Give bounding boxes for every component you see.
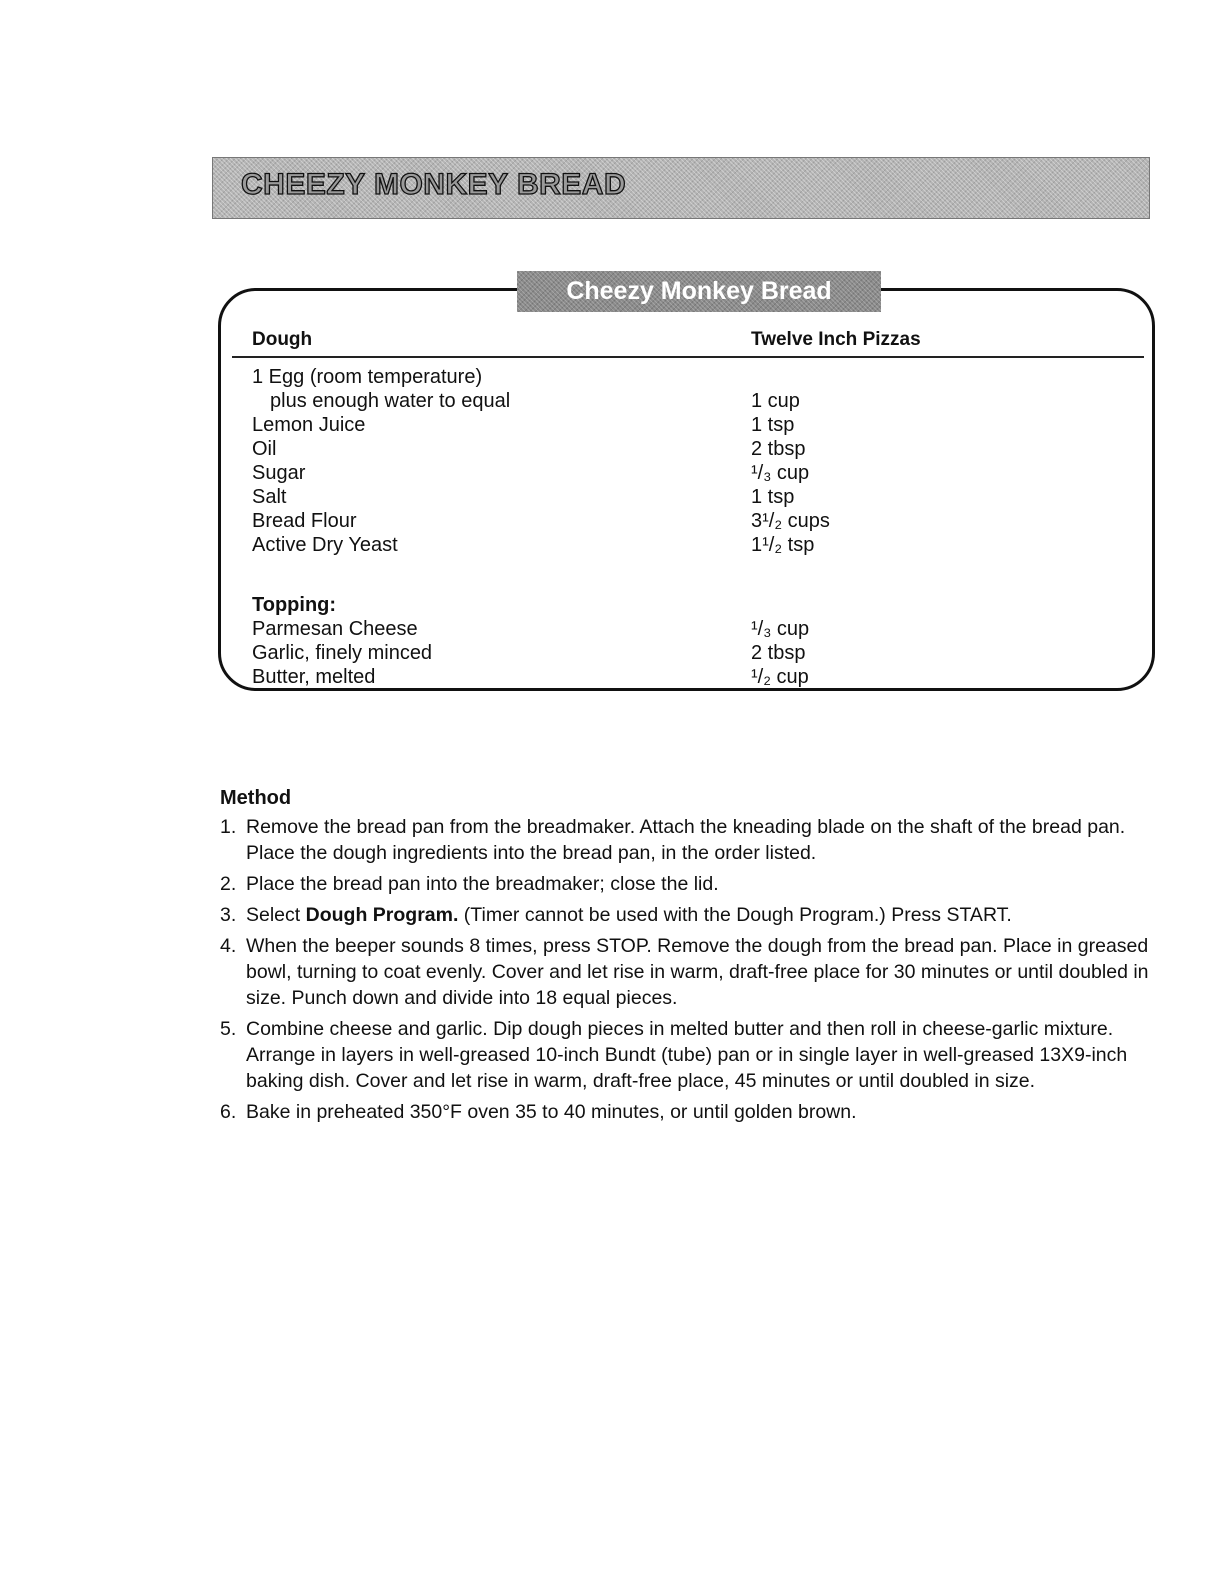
ingredient-qty: 1 tsp [751,486,795,508]
ingredient-row [252,509,1132,533]
ingredient-row [252,641,1132,665]
ingredient-qty: 1¹/₂ tsp [751,534,815,556]
method-step [220,814,1155,866]
header-divider [232,356,1144,358]
method-heading: Method [220,787,292,809]
ingredient-name: Oil [252,438,277,460]
ingredient-qty: 2 tbsp [751,642,806,664]
method-step [220,871,1155,897]
ingredient-qty: 1 tsp [751,414,795,436]
ingredient-list [252,365,1132,689]
section-spacer [252,557,1132,593]
ingredient-name: Butter, melted [252,666,376,688]
topping-heading: Topping: [252,594,337,616]
title-banner [212,157,1150,219]
ingredient-name: Salt [252,486,287,508]
ingredient-row [252,437,1132,461]
step-number: 6. [220,1101,237,1123]
dough-column-header: Dough [252,329,313,350]
ingredient-qty: 1 cup [751,390,800,412]
step-text: Select [246,904,306,926]
ingredient-qty: 3¹/₂ cups [751,510,830,532]
step-text-cont: (Timer cannot be used with the Dough Program.) Press START. [458,904,1012,926]
method-step [220,933,1155,1011]
method-step [220,902,1155,928]
ingredient-row [252,365,1132,389]
step-number: 2. [220,873,237,895]
ingredient-qty: ¹/₃ cup [751,462,810,484]
ingredient-name: Sugar [252,462,306,484]
step-emphasis: Dough Program. [305,904,459,926]
ingredient-name: Parmesan Cheese [252,618,418,640]
step-text: Bake in preheated 350°F oven 35 to 40 minutes, or until golden brown. [246,1101,857,1123]
ingredient-row [252,665,1132,689]
ingredient-name: Garlic, finely minced [252,642,433,664]
step-number: 3. [220,904,237,926]
ingredient-name: Lemon Juice [252,414,366,436]
step-text: Combine cheese and garlic. Dip dough pieces in melted butter and then roll in cheese-garlic mixture. Arrange in layers in well-greased 10-inch Bundt (tube) pan or in single layer in well-greased 13X9-inch baking dish. Cover and let rise in warm, draft-free place, 45 minutes or until doubled in size. [246,1018,1128,1092]
ingredient-qty: ¹/₃ cup [751,618,810,640]
ingredient-name: Active Dry Yeast [252,534,398,556]
card-label: Cheezy Monkey Bread [517,271,881,312]
yield-column-header: Twelve Inch Pizzas [751,329,921,350]
ingredient-qty: ¹/₂ cup [751,666,809,688]
step-text: Place the bread pan into the breadmaker; close the lid. [246,873,719,895]
step-number: 4. [220,935,237,957]
step-number: 5. [220,1018,237,1040]
ingredient-row [252,461,1132,485]
ingredient-name: Bread Flour [252,510,357,532]
step-text: When the beeper sounds 8 times, press STOP. Remove the dough from the bread pan. Place in greased bowl, turning to coat evenly. Cover and let rise in warm, draft-free place for 30 minutes or until doubled in size. Punch down and divide into 18 equal pieces. [246,935,1149,1009]
method-steps [220,814,1155,1130]
ingredient-row [252,485,1132,509]
step-number: 1. [220,816,237,838]
ingredient-row [252,389,1132,413]
method-step [220,1016,1155,1094]
ingredient-qty: 2 tbsp [751,438,806,460]
ingredient-row [252,617,1132,641]
ingredient-row [252,533,1132,557]
ingredient-row [252,413,1132,437]
ingredient-name: 1 Egg (room temperature) [252,366,483,388]
ingredient-name: plus enough water to equal [270,390,511,412]
page-title: CHEEZY MONKEY BREAD [241,168,627,201]
method-step [220,1099,1155,1125]
step-text: Remove the bread pan from the breadmaker. Attach the kneading blade on the shaft of the bread pan. Place the dough ingredients into the bread pan, in the order listed. [246,816,1126,864]
